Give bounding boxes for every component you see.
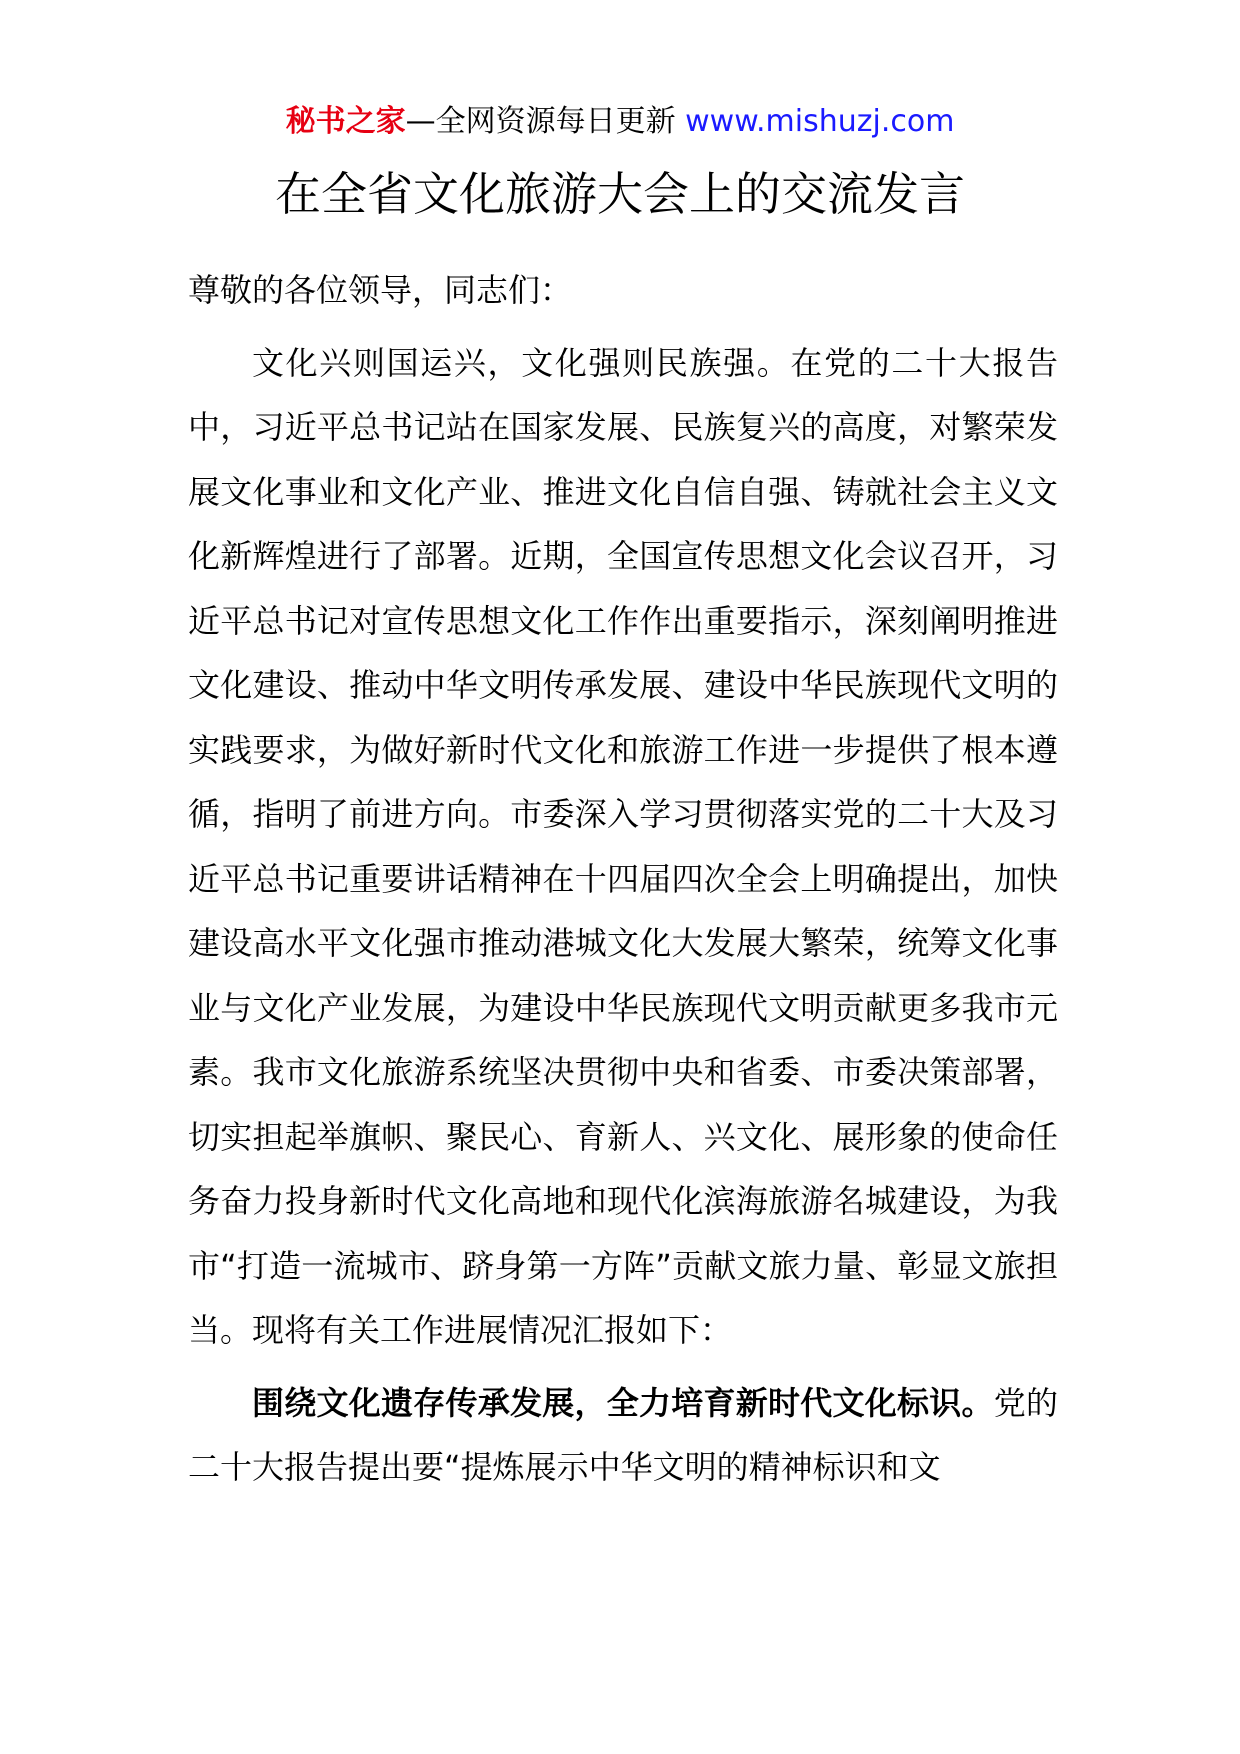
section-heading: 围绕文化遗存传承发展，全力培育新时代文化标识。	[252, 1383, 994, 1422]
site-header	[0, 100, 1240, 144]
salutation: 尊敬的各位领导，同志们：	[188, 271, 573, 309]
section-text: 党的二十大报告提出要“提炼展示中华文明的精神标识和文	[188, 1383, 1058, 1486]
site-brand: 秘书之家	[285, 104, 406, 139]
document-body	[188, 258, 1058, 1500]
site-slogan: —全网资源每日更新	[405, 104, 686, 139]
site-url-link[interactable]: www.mishuzj.com	[685, 104, 955, 139]
paragraph-section-1	[188, 1371, 1058, 1500]
document-title: 在全省文化旅游大会上的交流发言	[275, 167, 965, 221]
paragraph-intro: 文化兴则国运兴，文化强则民族强。在党的二十大报告中，习近平总书记站在国家发展、民族复兴的高度，对繁荣发展文化事业和文化产业、推进文化自信自强、铸就社会主义文化新辉煌进行了部署。近期，全国宣传思想文化会议召开，习近平总书记对宣传思想文化工作作出重要指示，深刻阐明推进文化建设、推动中华文明传承发展、建设中华民族现代文明的实践要求，为做好新时代文化和旅游工作进一步提供了根本遵循，指明了前进方向。市委深入学习贯彻落实党的二十大及习近平总书记重要讲话精神在十四届四次全会上明确提出，加快建设高水平文化强市推动港城文化大发展大繁荣，统筹文化事业与文化产业发展，为建设中华民族现代文明贡献更多我市元素。我市文化旅游系统坚决贯彻中央和省委、市委决策部署，切实担起举旗帜、聚民心、育新人、兴文化、展形象的使命任务奋力投身新时代文化高地和现代化滨海旅游名城建设，为我市“打造一流城市、跻身第一方阵”贡献文旅力量、彰显文旅担当。现将有关工作进展情况汇报如下：	[188, 343, 1058, 1349]
